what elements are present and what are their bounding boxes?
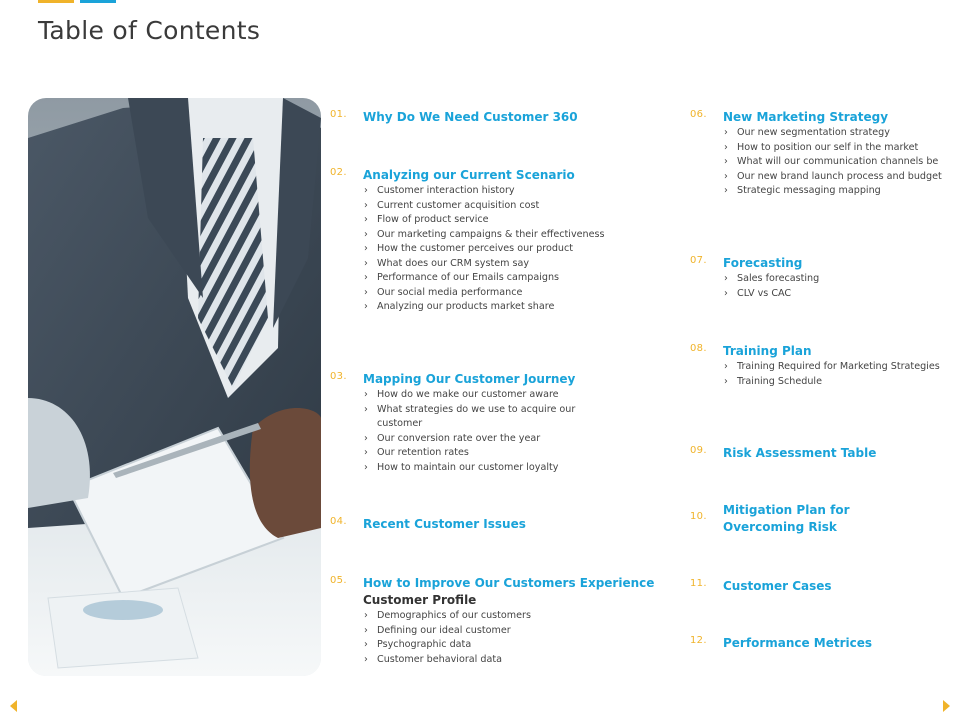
toc-bullet: › Psychographic data [363,638,618,653]
toc-number: 11. [690,578,707,589]
toc-subheading: Customer Profile [363,593,477,607]
businessman-with-tablet-image [28,98,321,676]
toc-heading[interactable]: Risk Assessment Table [723,446,877,460]
chevron-right-icon: › [364,214,368,225]
accent-bar-orange [38,0,74,3]
toc-bullet: › What strategies do we use to acquire our customer [364,403,576,429]
chevron-right-icon: › [724,141,728,153]
toc-number: 07. [690,255,707,266]
toc-bullet-list [723,360,953,389]
toc-heading[interactable]: Recent Customer Issues [363,517,526,531]
toc-bullet-list [723,126,953,199]
chevron-right-icon: › [364,257,368,269]
toc-number: 02. [330,167,347,178]
toc-bullet: › What does our CRM system say [363,257,618,272]
toc-bullet: › Demographics of our customers [363,609,618,624]
toc-number: 09. [690,445,707,456]
chevron-right-icon: › [364,447,368,458]
toc-heading[interactable]: Customer Cases [723,579,832,593]
chevron-right-icon: › [364,185,368,196]
toc-number: 08. [690,343,707,354]
chevron-right-icon: › [364,199,368,211]
chevron-right-icon: › [364,403,368,415]
toc-number: 01. [330,109,347,120]
toc-bullet: › Customer interaction history [363,184,618,199]
triangle-right-icon[interactable] [943,700,950,712]
toc-bullet: › Performance of our Emails campaigns [363,271,618,286]
toc-heading[interactable]: New Marketing Strategy [723,110,889,124]
chevron-right-icon: › [364,272,368,283]
chevron-right-icon: › [364,461,368,473]
toc-bullet: › How to position our self in the market [723,141,953,156]
chevron-right-icon: › [364,286,368,298]
chevron-right-icon: › [364,432,368,444]
toc-heading[interactable]: Forecasting [723,256,803,270]
chevron-right-icon: › [364,639,368,650]
chevron-right-icon: › [724,273,728,284]
chevron-right-icon: › [364,301,368,312]
chevron-right-icon: › [364,243,368,254]
toc-bullet: › Our social media performance [363,286,618,301]
chevron-right-icon: › [724,375,728,387]
chevron-right-icon: › [364,389,368,400]
accent-bar-blue [80,0,116,3]
toc-heading[interactable]: Performance Metrices [723,636,873,650]
toc-heading[interactable]: Analyzing our Current Scenario [363,168,575,182]
chevron-right-icon: › [364,653,368,665]
chevron-right-icon: › [724,287,728,299]
toc-bullet: › Our retention rates [363,446,618,461]
toc-number: 04. [330,516,347,527]
toc-bullet-list [363,184,618,315]
toc-number: 06. [690,109,707,120]
chevron-right-icon: › [364,610,368,621]
toc-bullet: › What will our communication channels be [723,155,953,170]
toc-bullet: › Current customer acquisition cost [363,199,618,214]
chevron-right-icon: › [364,624,368,636]
toc-number: 03. [330,371,347,382]
toc-bullet: › Analyzing our products market share [363,300,618,315]
toc-heading[interactable]: How to Improve Our Customers Experience [363,576,655,590]
toc-number: 10. [690,511,707,522]
toc-heading[interactable]: Training Plan [723,344,812,358]
toc-bullet: › Customer behavioral data [363,653,618,668]
toc-bullet-list [363,609,618,667]
toc-bullet: › Sales forecasting [723,272,953,287]
toc-bullet: › Flow of product service [363,213,618,228]
toc-bullet: › How the customer perceives our product [363,242,618,257]
chevron-right-icon: › [724,127,728,138]
chevron-right-icon: › [724,185,728,196]
chevron-right-icon: › [724,156,728,167]
toc-bullet: › Defining our ideal customer [363,624,618,639]
toc-bullet: › Strategic messaging mapping [723,184,953,199]
chevron-right-icon: › [724,361,728,372]
toc-bullet: › Our new brand launch process and budget [723,170,953,185]
toc-bullet: › Our conversion rate over the year [363,432,618,447]
toc-bullet: › How to maintain our customer loyalty [363,461,618,476]
toc-bullet: › Training Schedule [723,375,953,390]
toc-heading[interactable]: Mapping Our Customer Journey [363,372,576,386]
chevron-right-icon: › [364,228,368,240]
chevron-right-icon: › [724,170,728,182]
toc-bullet: › How do we make our customer aware [363,388,618,403]
toc-bullet: › Training Required for Marketing Strategies [723,360,953,375]
toc-bullet: › Our marketing campaigns & their effectiveness [363,228,618,243]
triangle-left-icon[interactable] [10,700,17,712]
page-title: Table of Contents [38,16,261,45]
toc-bullet-list [363,388,618,475]
toc-bullet: › CLV vs CAC [723,287,953,302]
toc-bullet-list [723,272,953,301]
toc-number: 12. [690,635,707,646]
toc-number: 05. [330,575,347,586]
toc-heading[interactable]: Mitigation Plan for Overcoming Risk [723,503,850,534]
toc-heading[interactable]: Why Do We Need Customer 360 [363,110,578,124]
toc-bullet: › Our new segmentation strategy [723,126,953,141]
